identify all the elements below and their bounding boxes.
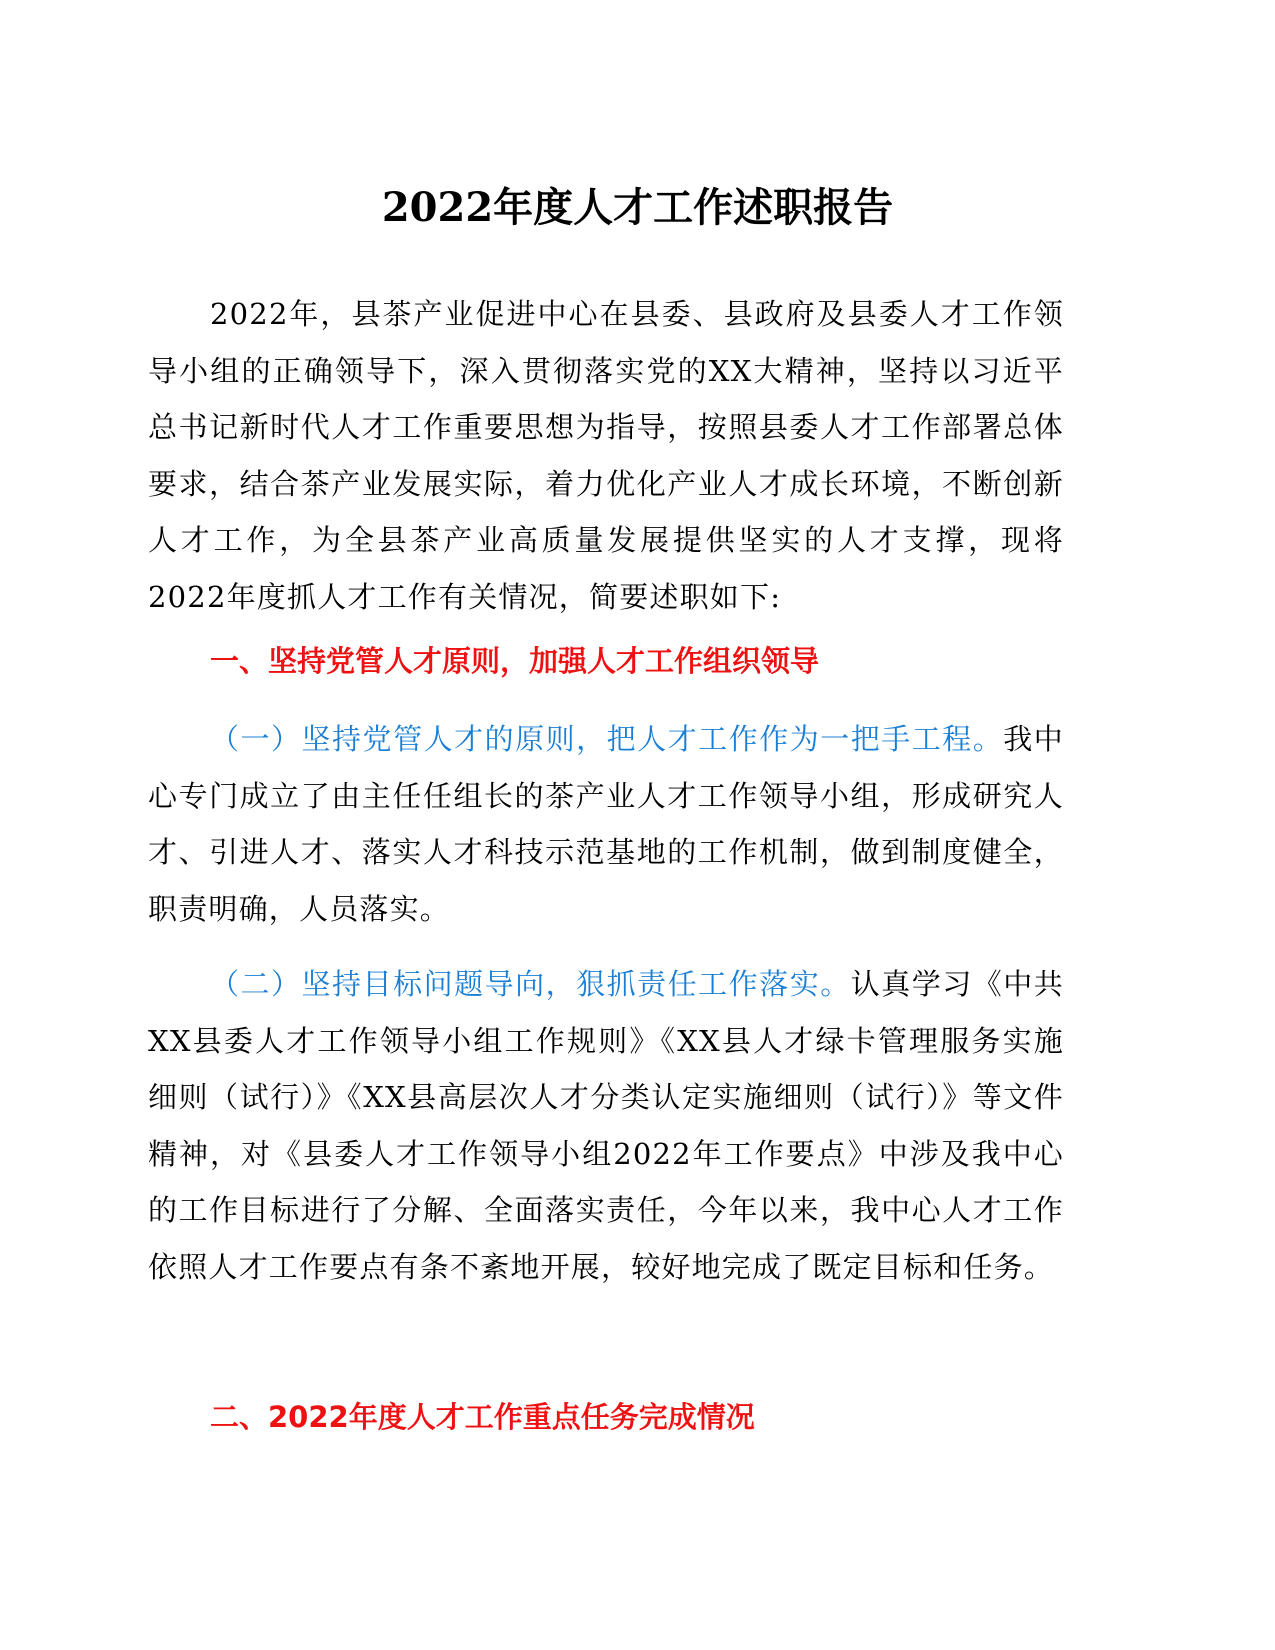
document-title: 2022年度人才工作述职报告 — [381, 184, 894, 231]
intro-paragraph: 2022年，县茶产业促进中心在县委、县政府及县委人才工作领导小组的正确领导下，深入贯彻落实党的XX大精神，坚持以习近平总书记新时代人才工作重要思想为指导，按照县委人才工作部署总体要求，结合茶产业发展实际，着力优化产业人才成长环境，不断创新人才工作，为全县茶产业高质量发展提供坚实的人才支撑，现将2022年度抓人才工作有关情况，简要述职如下: — [148, 297, 1064, 614]
section-2-heading: 二、2022年度人才工作重点任务完成情况 — [210, 1400, 755, 1434]
section-1-item-1-text: 我中心专门成立了由主任任组长的茶产业人才工作领导小组，形成研究人才、引进人才、落实人才科技示范基地的工作机制，做到制度健全，职责明确，人员落实。 — [148, 722, 1064, 926]
section-1-heading: 一、坚持党管人才原则，加强人才工作组织领导 — [210, 644, 820, 678]
section-1-item-2-text: 认真学习《中共XX县委人才工作领导小组工作规则》《XX县人才绿卡管理服务实施细则（试行）》《XX县高层次人才分类认定实施细则（试行）》等文件精神，对《县委人才工作领导小组2022年工作要点》中涉及我中心的工作目标进行了分解、全面落实责任，今年以来，我中心人才工作依照人才工作要点有条不紊地开展，较好地完成了既定目标和任务。 — [148, 967, 1064, 1284]
section-1-item-2 — [148, 956, 1064, 1295]
section-1-item-1 — [148, 711, 1064, 937]
section-1-item-2-subtitle: （二）坚持目标问题导向，狠抓责任工作落实。 — [210, 967, 851, 1001]
section-1-item-1-subtitle: （一）坚持党管人才的原则，把人才工作作为一把手工程。 — [210, 722, 1004, 756]
